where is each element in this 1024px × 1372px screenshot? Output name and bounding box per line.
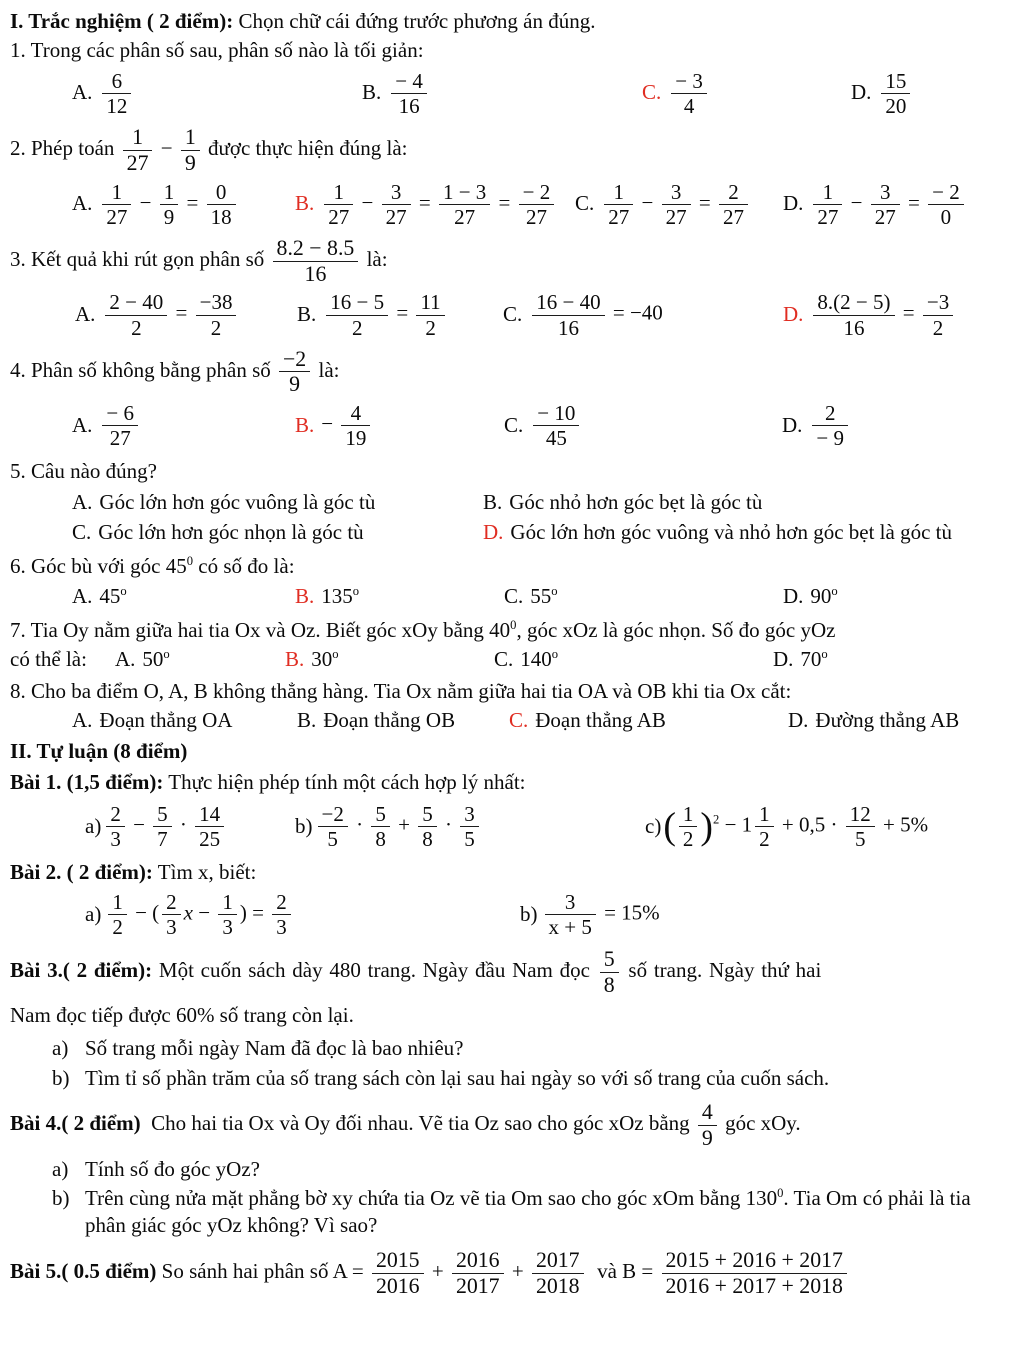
question-5 — [10, 458, 1014, 547]
b1-item-b — [295, 802, 645, 851]
question-2-text — [10, 125, 1014, 176]
item-label: b) — [52, 1065, 70, 1090]
exercise-2-items — [10, 890, 1014, 939]
option-label: D. — [783, 191, 804, 216]
option-label: A. — [72, 489, 93, 514]
option-label-correct: C. — [509, 707, 529, 732]
question-4 — [10, 347, 1014, 451]
exercise-3-header — [10, 947, 1014, 998]
option-text: Góc lớn hơn góc vuông và nhỏ hơn góc bẹt là góc tù — [510, 520, 952, 545]
question-3-post: là: — [361, 246, 388, 271]
option-math: 140$^o$ — [520, 647, 559, 672]
question-4-pre: 4. Phân số không bằng phân số — [10, 357, 276, 382]
item-math: $\frac{3}{x + 5}$ = 15% — [542, 890, 660, 939]
option-math: 135$^o$ — [321, 583, 360, 608]
q4-option-b — [295, 401, 504, 450]
q6-option-d — [783, 583, 1014, 610]
option-label: C. — [575, 191, 595, 216]
b4-item-a — [10, 1156, 1014, 1183]
question-2 — [10, 125, 1014, 229]
q5-option-c — [72, 519, 483, 546]
q2-option-a — [72, 180, 295, 229]
option-label: B. — [297, 302, 317, 327]
q7-option-b — [285, 646, 494, 673]
option-label: D. — [782, 413, 803, 438]
question-3-text — [10, 236, 1014, 287]
question-1-text: 1. Trong các phân số sau, phân số nào là tối giản: — [10, 38, 424, 63]
q3-option-a — [75, 290, 297, 339]
section-2-title: II. Tự luận (8 điểm) — [10, 739, 188, 764]
question-7-lead: có thể là: — [10, 647, 87, 672]
q7-option-c — [494, 646, 773, 673]
option-text: Đoạn thẳng OB — [323, 707, 456, 732]
b1-item-c — [645, 802, 1014, 851]
item-math: $\frac{1}{2}$ − ( $\frac{2}{3}$ x − $\frac{1}{3}$ ) = $\frac{2}{3}$ — [105, 890, 293, 939]
exercise-1-title: Bài 1. (1,5 điểm): — [10, 770, 164, 795]
option-label-correct: B. — [295, 191, 315, 216]
question-5-text: 5. Câu nào đúng? — [10, 458, 157, 483]
q6-option-a — [72, 583, 295, 610]
option-math: 30$^o$ — [311, 647, 339, 672]
item-math: $\frac{2}{3}$ − $\frac{5}{7}$ · $\frac{14}{25}$ — [103, 802, 227, 851]
option-math: 55$^o$ — [530, 583, 558, 608]
option-math: 90$^o$ — [810, 583, 838, 608]
item-label: c) — [645, 813, 662, 838]
q4-option-a — [72, 401, 295, 450]
option-label: B. — [362, 80, 382, 105]
option-math: $\frac{16 - 5}{2}$ = $\frac{11}{2}$ — [323, 290, 447, 339]
option-label: B. — [483, 489, 503, 514]
item-label: a) — [52, 1156, 69, 1181]
option-label-correct: B. — [285, 647, 305, 672]
q6-option-c — [504, 583, 783, 610]
question-8-text: 8. Cho ba điểm O, A, B không thẳng hàng. Tia Ox nằm giữa hai tia OA và OB khi tia Ox cắt: — [10, 678, 792, 703]
option-label: A. — [115, 647, 136, 672]
option-label: A. — [75, 302, 96, 327]
b4-item-b — [10, 1185, 1014, 1240]
question-4-post: là: — [313, 357, 340, 382]
q2-option-c — [575, 180, 783, 229]
exercise-5-lead: So sánh hai phân số — [156, 1258, 333, 1283]
q5-option-b — [483, 489, 1014, 516]
q4-option-c — [504, 401, 782, 450]
option-label: A. — [72, 80, 93, 105]
option-label-correct: C. — [642, 80, 662, 105]
exercise-5-math: A = $\frac{2015}{2016}$ + $\frac{2016}{2017}$ + $\frac{2017}{2018}$ và B = $\frac{2015 + 2016 + 2017}{2016 + 2017 + 2018}$ — [333, 1259, 850, 1283]
exercise-5-header — [10, 1248, 1014, 1299]
b2-item-b — [520, 890, 1014, 939]
q2-option-d — [783, 180, 1014, 229]
option-math: $\frac{2 - 40}{2}$ = $\frac{-38}{2}$ — [102, 290, 239, 339]
option-math: $\frac{15}{20}$ — [878, 69, 913, 118]
exercise-4-title: Bài 4.( 2 điểm) — [10, 1111, 141, 1136]
exercise-5-title: Bài 5.( 0.5 điểm) — [10, 1258, 157, 1283]
section-1-subtitle: Chọn chữ cái đứng trước phương án đúng. — [233, 9, 596, 33]
question-1-options — [10, 69, 1014, 118]
q7-option-d — [773, 646, 1014, 673]
question-2-options — [10, 180, 1014, 229]
q3-option-d — [783, 290, 1014, 339]
q8-option-c — [509, 707, 788, 734]
item-label: b) — [295, 813, 313, 838]
question-3-options — [10, 290, 1014, 339]
q7-option-a — [115, 646, 285, 673]
option-math: 45$^o$ — [99, 583, 127, 608]
option-math: 50$^o$ — [142, 647, 170, 672]
q5-option-d — [483, 519, 1014, 546]
question-3-pre: 3. Kết quả khi rút gọn phân số — [10, 246, 270, 271]
question-2-math: $\frac{1}{27}$ − $\frac{1}{9}$ — [120, 136, 203, 160]
exercise-2-text: Tìm x, biết: — [152, 859, 257, 884]
q8-option-a — [72, 707, 297, 734]
q8-option-d — [788, 707, 1014, 734]
option-math: $\frac{16 - 40}{16}$ = −40 — [529, 290, 663, 339]
option-math: $\frac{8.(2 - 5)}{16}$ = $\frac{-3}{2}$ — [810, 290, 956, 339]
option-label: A. — [72, 583, 93, 608]
exercise-4-line: Cho hai tia Ox và Oy đối nhau. Vẽ tia Oz sao cho góc xOz bằng $\frac{4}{9}$ góc xOy. — [140, 1099, 801, 1150]
question-2-post: được thực hiện đúng là: — [202, 135, 408, 160]
option-text: Đường thẳng AB — [815, 707, 960, 732]
option-label: C. — [504, 583, 524, 608]
b3-item-b — [10, 1065, 1014, 1092]
question-6 — [10, 553, 1014, 610]
q4-option-d — [782, 401, 1014, 450]
exercise-1-header — [10, 769, 1014, 796]
q5-option-a — [72, 489, 483, 516]
item-label: a) — [52, 1036, 69, 1061]
option-label-correct: D. — [483, 520, 504, 545]
option-math: − $\frac{4}{19}$ — [321, 401, 373, 450]
q1-option-c — [642, 69, 851, 118]
option-text: Đoạn thẳng OA — [99, 707, 233, 732]
exercise-3-line2: Nam đọc tiếp được 60% số trang còn lại. — [10, 1003, 354, 1028]
q8-option-b — [297, 707, 509, 734]
q2-option-b — [295, 180, 575, 229]
exercise-3-title: Bài 3.( 2 điểm): — [10, 958, 153, 983]
option-label: D. — [788, 707, 809, 732]
question-6-text: 6. Góc bù với góc $45^0$ có số đo là: — [10, 554, 295, 579]
option-math: $\frac{- 3}{4}$ — [668, 69, 710, 118]
item-label: b) — [520, 902, 538, 927]
option-label: C. — [503, 302, 523, 327]
question-7-options — [10, 646, 1014, 673]
item-math: $\frac{-2}{5}$ · $\frac{5}{8}$ + $\frac{5}{8}$ · $\frac{3}{5}$ — [315, 802, 482, 851]
option-text: Đoạn thẳng AB — [535, 707, 666, 732]
exercise-3-line1: Một cuốn sách dày 480 trang. Ngày đầu Nam đọc $\frac{5}{8}$ số trang. Ngày thứ hai — [152, 947, 822, 998]
exercise-2-title: Bài 2. ( 2 điểm): — [10, 859, 153, 884]
q1-option-b — [362, 69, 642, 118]
option-label: B. — [297, 707, 317, 732]
option-label: D. — [851, 80, 872, 105]
option-label: D. — [773, 647, 794, 672]
option-label: D. — [783, 583, 804, 608]
option-math: $\frac{- 10}{45}$ — [530, 401, 582, 450]
option-label: C. — [504, 413, 524, 438]
option-label: C. — [494, 647, 514, 672]
q1-option-a — [72, 69, 362, 118]
item-math: ( $\frac{1}{2}$ )$^2$ − 1 $\frac{1}{2}$ + 0,5 · $\frac{12}{5}$ + 5% — [663, 801, 929, 851]
question-2-pre: 2. Phép toán — [10, 135, 120, 160]
exercise-1-items — [10, 802, 1014, 851]
q3-option-c — [503, 290, 783, 339]
question-4-text — [10, 347, 1014, 398]
question-4-options — [10, 401, 1014, 450]
question-3 — [10, 236, 1014, 340]
question-6-options — [10, 583, 1014, 610]
item-label: a) — [85, 813, 102, 838]
b2-item-a — [85, 890, 520, 939]
option-label: A. — [72, 413, 93, 438]
item-text: Số trang mỗi ngày Nam đã đọc là bao nhiêu? — [85, 1036, 464, 1061]
question-8-options — [10, 707, 1014, 734]
option-label-correct: B. — [295, 583, 315, 608]
option-text: Góc nhỏ hơn góc bẹt là góc tù — [509, 489, 763, 514]
option-label: C. — [72, 520, 92, 545]
item-label: b) — [52, 1186, 70, 1211]
section-1-header — [10, 8, 1014, 35]
option-math: $\frac{1}{27}$ − $\frac{3}{27}$ = $\frac{2}{27}$ — [601, 180, 751, 229]
q6-option-b — [295, 583, 504, 610]
question-3-math: $\frac{8.2 - 8.5}{16}$ — [270, 247, 362, 271]
option-label-correct: D. — [783, 302, 804, 327]
question-5-options — [10, 489, 1014, 547]
b3-item-a — [10, 1035, 1014, 1062]
option-label-correct: B. — [295, 413, 315, 438]
question-8 — [10, 678, 1014, 735]
item-math: Trên cùng nửa mặt phẳng bờ xy chứa tia Oz vẽ tia Om sao cho góc xOm bằng $130^0$. Tia Om có phải là tia phân giác góc yOz không? Vì sao? — [85, 1186, 976, 1238]
option-math: $\frac{1}{27}$ − $\frac{3}{27}$ = $\frac{- 2}{0}$ — [810, 180, 966, 229]
option-label: A. — [72, 707, 93, 732]
option-math: $\frac{2}{- 9}$ — [809, 401, 851, 450]
exercise-1-text: Thực hiện phép tính một cách hợp lý nhất: — [163, 770, 526, 795]
option-text: Góc lớn hơn góc nhọn là góc tù — [98, 520, 364, 545]
option-math: $\frac{6}{12}$ — [99, 69, 134, 118]
exercise-2-header — [10, 859, 1014, 886]
q3-option-b — [297, 290, 503, 339]
option-label: A. — [72, 191, 93, 216]
option-math: $\frac{- 6}{27}$ — [99, 401, 141, 450]
option-text: Góc lớn hơn góc vuông là góc tù — [99, 489, 376, 514]
item-math: Tính số đo góc yOz? — [85, 1156, 260, 1181]
exercise-4-header — [10, 1100, 1014, 1151]
option-math: 70$^o$ — [800, 647, 828, 672]
b1-item-a — [85, 802, 295, 851]
item-text: Tìm tỉ số phần trăm của số trang sách còn lại sau hai ngày so với số trang của cuốn sách. — [85, 1065, 830, 1090]
q1-option-d — [851, 69, 1014, 118]
question-1 — [10, 37, 1014, 117]
option-math: $\frac{1}{27}$ − $\frac{3}{27}$ = $\frac{1 - 3}{27}$ = $\frac{- 2}{27}$ — [321, 180, 557, 229]
question-7 — [10, 617, 1014, 674]
question-7-text: 7. Tia Oy nằm giữa hai tia Ox và Oz. Biết góc xOy bằng $40^0$, góc xOz là góc nhọn. Số đo góc yOz — [10, 617, 836, 642]
question-4-math: $\frac{-2}{9}$ — [276, 358, 313, 382]
option-math: $\frac{1}{27}$ − $\frac{1}{9}$ = $\frac{0}{18}$ — [99, 180, 238, 229]
item-label: a) — [85, 902, 102, 927]
option-math: $\frac{- 4}{16}$ — [388, 69, 430, 118]
section-1-title: I. Trắc nghiệm ( 2 điểm): — [10, 9, 234, 33]
